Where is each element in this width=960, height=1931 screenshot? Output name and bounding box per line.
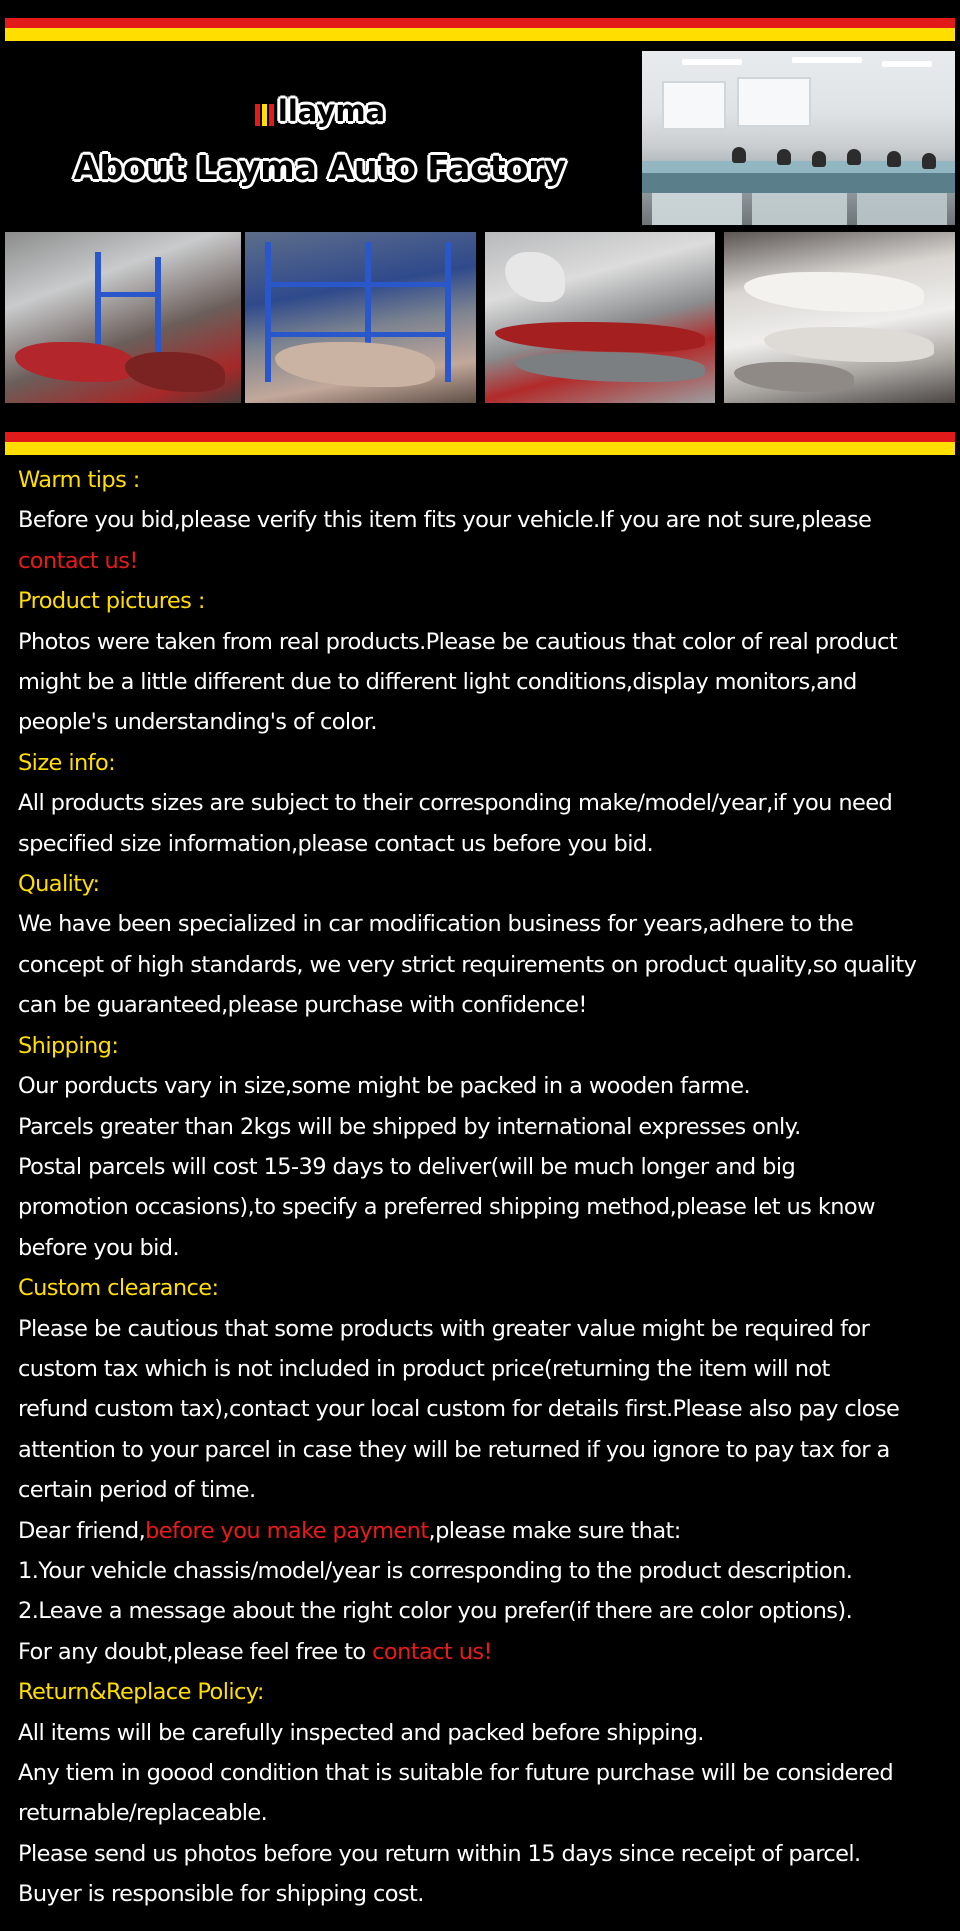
store-policy-content: [18, 460, 948, 1915]
product-pictures-text: people's understanding's of color.: [18, 709, 377, 736]
return-policy-text: All items will be carefully inspected and packed before shipping.: [18, 1719, 704, 1746]
brand-name: llayma: [277, 94, 386, 128]
custom-clearance-text: certain period of time.: [18, 1477, 256, 1504]
shipping-heading: Shipping:: [18, 1032, 119, 1059]
return-policy-text: returnable/replaceable.: [18, 1800, 268, 1827]
product-pictures-text: Photos were taken from real products.Please be cautious that color of real product: [18, 628, 898, 655]
product-pictures-text: might be a little different due to different light conditions,display monitors,and: [18, 669, 857, 696]
quality-text: We have been specialized in car modification business for years,adhere to the: [18, 911, 854, 938]
office-photo: [642, 51, 955, 225]
custom-clearance-heading: Custom clearance:: [18, 1275, 219, 1302]
contact-us-link[interactable]: contact us!: [18, 547, 138, 574]
warehouse-photo-4: [724, 232, 955, 403]
shipping-text: promotion occasions),to specify a preferred shipping method,please let us know: [18, 1194, 875, 1221]
contact-us-link[interactable]: contact us!: [372, 1638, 492, 1665]
quality-text: concept of high standards, we very strict requirements on product quality,so quality: [18, 951, 917, 978]
dear-friend-prefix: Dear friend,: [18, 1517, 146, 1544]
shipping-text: Postal parcels will cost 15-39 days to deliver(will be much longer and big: [18, 1153, 796, 1180]
size-info-heading: Size info:: [18, 749, 116, 776]
warehouse-photo-2: [245, 232, 476, 403]
quality-heading: Quality:: [18, 871, 100, 898]
page-title: About Layma Auto Factory: [73, 148, 567, 187]
brand-logo: [0, 94, 640, 130]
shipping-text: Parcels greater than 2kgs will be shipped by international expresses only.: [18, 1113, 801, 1140]
brand-bars-icon: [255, 96, 276, 130]
shipping-text: Our porducts vary in size,some might be packed in a wooden farme.: [18, 1073, 751, 1100]
size-info-text: All products sizes are subject to their corresponding make/model/year,if you need: [18, 790, 893, 817]
doubt-line: [18, 1632, 948, 1672]
return-policy-text: Any tiem in goood condition that is suitable for future purchase will be considered: [18, 1760, 894, 1786]
return-policy-heading: Return&Replace Policy:: [18, 1679, 264, 1706]
custom-clearance-text: Please be cautious that some products with greater value might be required for: [18, 1315, 870, 1342]
shipping-text: before you bid.: [18, 1234, 180, 1261]
dear-friend-suffix: ,please make sure that:: [428, 1517, 681, 1544]
product-pictures-heading: Product pictures :: [18, 588, 205, 615]
doubt-prefix: For any doubt,please feel free to: [18, 1638, 373, 1665]
custom-clearance-text: attention to your parcel in case they will be returned if you ignore to pay tax for a: [18, 1436, 890, 1463]
warehouse-photo-3: [485, 232, 715, 403]
checklist-item: 2.Leave a message about the right color you prefer(if there are color options).: [18, 1598, 853, 1625]
return-policy-text: Please send us photos before you return within 15 days since receipt of parcel.: [18, 1840, 861, 1867]
before-payment-highlight: before you make payment: [145, 1517, 429, 1544]
quality-text: can be guaranteed,please purchase with confidence!: [18, 992, 587, 1019]
custom-clearance-text: refund custom tax),contact your local custom for details first.Please also pay close: [18, 1396, 900, 1423]
dear-friend-line: [18, 1511, 948, 1551]
checklist-item: 1.Your vehicle chassis/model/year is corresponding to the product description.: [18, 1557, 853, 1584]
warehouse-photo-1: [5, 232, 241, 403]
top-stripe: [5, 13, 955, 41]
warm-tips-heading: Warm tips :: [18, 467, 140, 493]
return-policy-text: Buyer is responsible for shipping cost.: [18, 1881, 424, 1908]
section-divider-stripe: [5, 427, 955, 455]
custom-clearance-text: custom tax which is not included in product price(returning the item will not: [18, 1355, 830, 1382]
warm-tips-text: Before you bid,please verify this item fits your vehicle.If you are not sure,please: [18, 507, 872, 534]
size-info-text: specified size information,please contact us before you bid.: [18, 830, 654, 857]
